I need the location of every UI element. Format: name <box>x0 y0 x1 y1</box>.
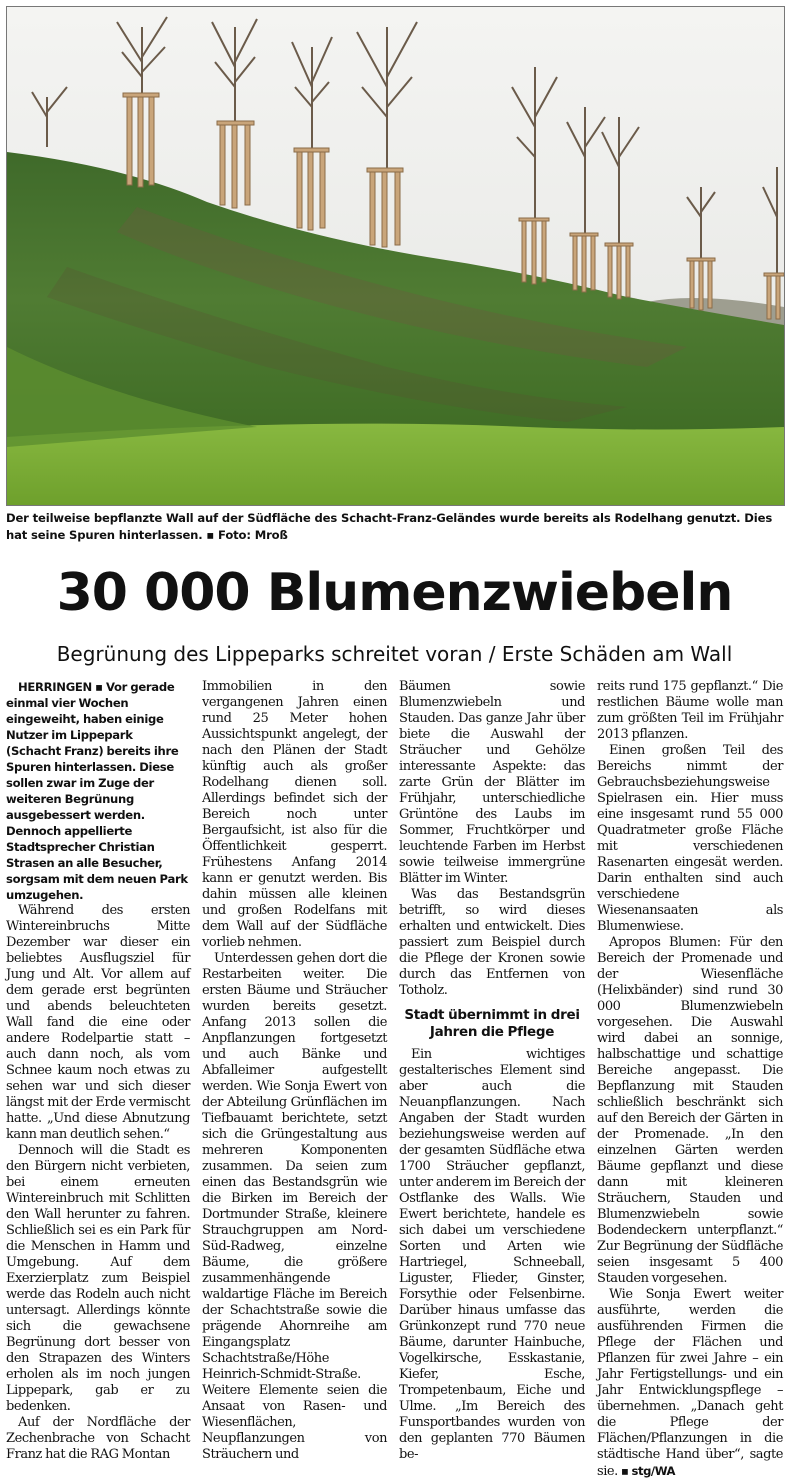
article-headline: 30 000 Blumenzwiebeln <box>56 563 733 623</box>
paragraph: Einen großen Teil des Bereichs nimmt der Gebrauchsbeziehungsweise Spielrasen ein. Hier muss eine insgesamt rund 55 000 Quadratmeter große Fläche mit verschiedenen Rasenarten eingesät werden. Darin enthalten sind auch verschiedene Wiesenansaaten als Blumenwiese. <box>597 743 783 934</box>
paragraph: Unterdessen gehen dort die Restarbeiten weiter. Die ersten Bäume und Sträucher wurden bereits gesetzt. Anfang 2013 sollen die Anpflanzungen fortgesetzt und auch Bänke und Abfalleimer aufgestellt werden. Wie Sonja Ewert von der Abteilung Grünflächen im Tiefbauamt berichtete, setzt sich die Grüngestaltung aus mehreren Komponenten zusammen. Da seien zum einen das Bestandsgrün wie die Birken im Bereich der Dortmunder Straße, kleinere Strauchgruppen am Nord-Süd-Radweg, einzelne Bäume, die größere zusammenhängende waldartige Fläche im Bereich der Schachtstraße sowie die prägende Ahornreihe am Eingangsplatz Schachtstraße/Höhe Heinrich-Schmidt-Straße. Weitere Elemente seien die Ansaat von Rasen- und Wiesenflächen, Neupflanzungen von Sträuchern und <box>202 951 387 1462</box>
paragraph-last <box>597 1287 783 1480</box>
article-subheadline: Begrünung des Lippeparks schreitet voran / Erste Schäden am Wall <box>56 642 733 666</box>
paragraph: Immobilien in den vergangenen Jahren einen rund 25 Meter hohen Aussichtspunkt angelegt, der nach den Plänen der Stadt künftig auch als großer Rodelhang dienen soll. Allerdings befindet sich der Bereich noch unter Bergaufsicht, ist also für die Öffentlichkeit gesperrt. Frühestens Anfang 2014 kann er genutzt werden. Bis dahin müssen alle kleinen und großen Rodelfans mit dem Wall auf der Südfläche vorlieb nehmen. <box>202 679 387 950</box>
paragraph: Ein wichtiges gestalterisches Element sind aber auch die Neuanpflanzungen. Nach Angaben der Stadt wurden beziehungsweise werden auf der gesamten Südfläche etwa 1700 Sträucher gepflanzt, unter anderem im Bereich der Ostflanke des Walls. Wie Ewert berichtete, handele es sich dabei um verschiedene Sorten und Arten wie Hartriegel, Schneeball, Liguster, Flieder, Ginster, Forsythie oder Felsenbirne. Darüber hinaus umfasse das Grünkonzept rund 770 neue Bäume, darunter Hainbuche, Vogelkirsche, Esskastanie, Kiefer, Esche, Trompetenbaum, Eiche und Ulme. „Im Bereich des Funsportbandes wurden von den geplanten 770 Bäumen be- <box>399 1047 585 1462</box>
paragraph: Bäumen sowie Blumenzwiebeln und Stauden. Das ganze Jahr über biete die Auswahl der Sträucher und Gehölze interessante Aspekte: das zarte Grün der Blätter im Frühjahr, unterschiedliche Grüntöne des Laubs im Sommer, Fruchtkörper und leuchtende Farben im Herbst sowie teilweise immergrüne Blätter im Winter. <box>399 679 585 886</box>
paragraph: Apropos Blumen: Für den Bereich der Promenade und der Wiesenfläche (Helixbänder) sind rund 30 000 Blumenzwiebeln vorgesehen. Die Auswahl wird dabei an sonnige, halbschattige und schattige Bereiche angepasst. Die Bepflanzung mit Stauden schließlich beschränkt sich auf den Bereich der Gärten in der Promenade. „In den einzelnen Gärten werden Bäume gepflanzt und diese dann mit kleineren Sträuchern, Stauden und Blumenzwiebeln sowie Bodendeckern unterpflanzt.“ Zur Begrünung der Südfläche seien insgesamt 5 400 Stauden vorgesehen. <box>597 935 783 1286</box>
paragraph: Dennoch will die Stadt es den Bürgern nicht verbieten, bei einem erneuten Wintereinbruch mit Schlitten den Wall herunter zu fahren. Schließlich sei es ein Park für die Menschen in Hamm und Umgebung. Auf dem Exerzierplatz zum Beispiel werde das Rodeln auch nicht untersagt. Allerdings könnte sich die gewachsene Begrünung dort besser von den Strapazen des Winters erholen als im noch jungen Lippepark, gab er zu bedenken. <box>6 1143 190 1414</box>
author-signature: ▪ stg/WA <box>621 1464 676 1478</box>
text-column-4 <box>597 679 783 1480</box>
paragraph: Während des ersten Wintereinbruchs Mitte Dezember war dieser ein beliebtes Ausflugsziel für Jung und Alt. Vor allem auf dem gerade erst begrünten und abends beleuchteten Wall fand die eine oder andere Rodelpartie statt – auch dann noch, als vom Schnee kaum noch etwas zu sehen war und sich dieser längst mit der Erde vermischt hatte. „Und diese Abnutzung kann man deutlich sehen.“ <box>6 903 190 1142</box>
paragraph: Was das Bestandsgrün betrifft, so wird dieses erhalten und entwickelt. Dies passiert zum Beispiel durch die Pflege der Kronen sowie durch das Entfernen von Totholz. <box>399 887 585 998</box>
text-column-3 <box>399 679 585 1463</box>
paragraph: reits rund 175 gepflanzt.“ Die restlichen Bäume wolle man zum größten Teil im Frühjahr 2013 pflanzen. <box>597 679 783 742</box>
text-column-1 <box>6 679 190 1463</box>
photo-caption: Der teilweise bepflanzte Wall auf der Südfläche des Schacht-Franz-Geländes wurde bereits als Rodelhang genutzt. Dies hat seine Spuren hinterlassen. ▪ Foto: Mroß <box>6 511 773 542</box>
paragraph: Auf der Nordfläche der Zechenbrache von Schacht Franz hat die RAG Montan <box>6 1415 190 1462</box>
paragraph-text: Wie Sonja Ewert weiter ausführte, werden die ausführenden Firmen die Pflege der Flächen und Pflanzen für zwei Jahre – ein Jahr Fertigstellungs- und ein Jahr Entwicklungspflege – übernehmen. „Danach geht die Pflege der Flächen/Pflanzungen in die städtische Hand über“, sagte sie. <box>597 1287 783 1479</box>
article-lead: HERRINGEN ▪ Vor gerade einmal vier Wochen eingeweiht, haben einige Nutzer im Lippepark (Schacht Franz) bereits ihre Spuren hinterlassen. Diese sollen zwar im Zuge der weiteren Begrünung ausgebessert werden. Dennoch appellierte Stadtsprecher Christian Strasen an alle Besucher, sorgsam mit dem neuen Park umzugehen. <box>6 680 188 902</box>
article-photo <box>6 6 785 506</box>
section-subtitle: Stadt übernimmt in drei Jahren die Pflege <box>404 1007 580 1040</box>
tree-wall-photo <box>7 7 784 505</box>
text-column-2 <box>202 679 387 1463</box>
